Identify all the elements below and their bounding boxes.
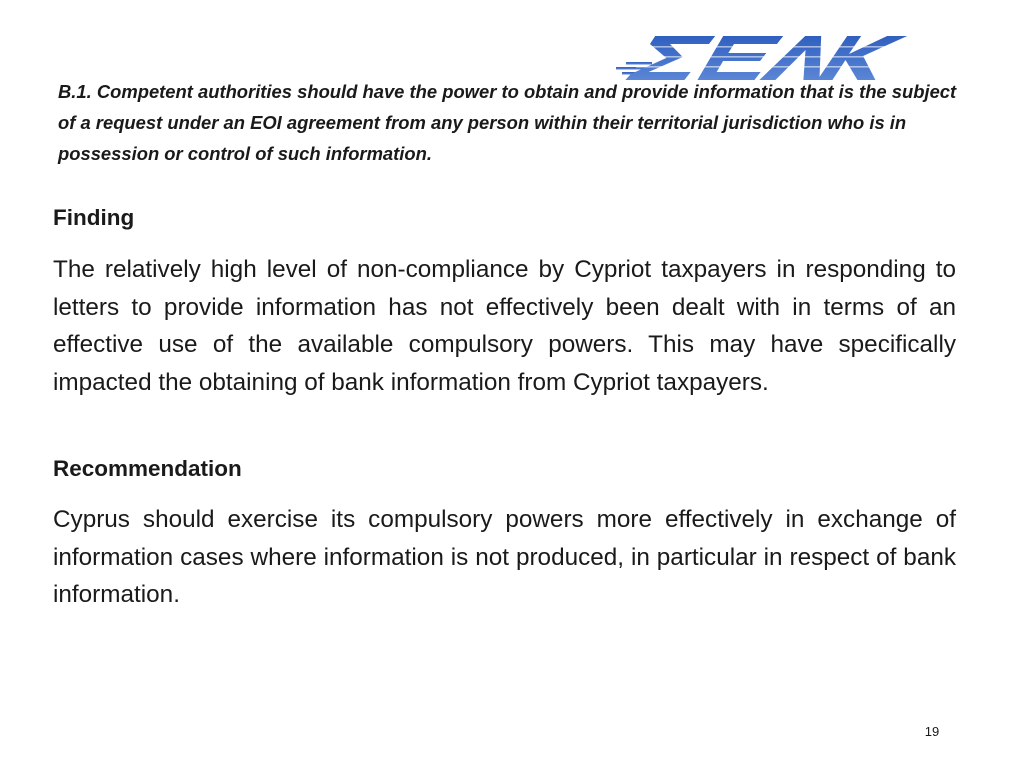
finding-heading: Finding [53, 205, 135, 230]
finding-text: The relatively high level of non-compliance by Cypriot taxpayers in responding to letters to provide information has not effectively been dealt with in terms of an effective use of the available compulsory powers. This may have specifically impacted the obtaining of bank information from Cypriot taxpayers. [53, 256, 956, 396]
recommendation-text: Cyprus should exercise its compulsory powers more effectively in exchange of information cases where information is not produced, in particular in respect of bank information. [53, 506, 956, 609]
recommendation-heading: Recommendation [53, 456, 242, 481]
organization-logo [616, 34, 928, 80]
page-number: 19 [924, 724, 940, 739]
criterion-statement: B.1. Competent authorities should have the power to obtain and provide information that is the subject of a request under an EOI agreement from any person within their territorial jurisdiction who is in possession or control of such information. [58, 81, 957, 164]
